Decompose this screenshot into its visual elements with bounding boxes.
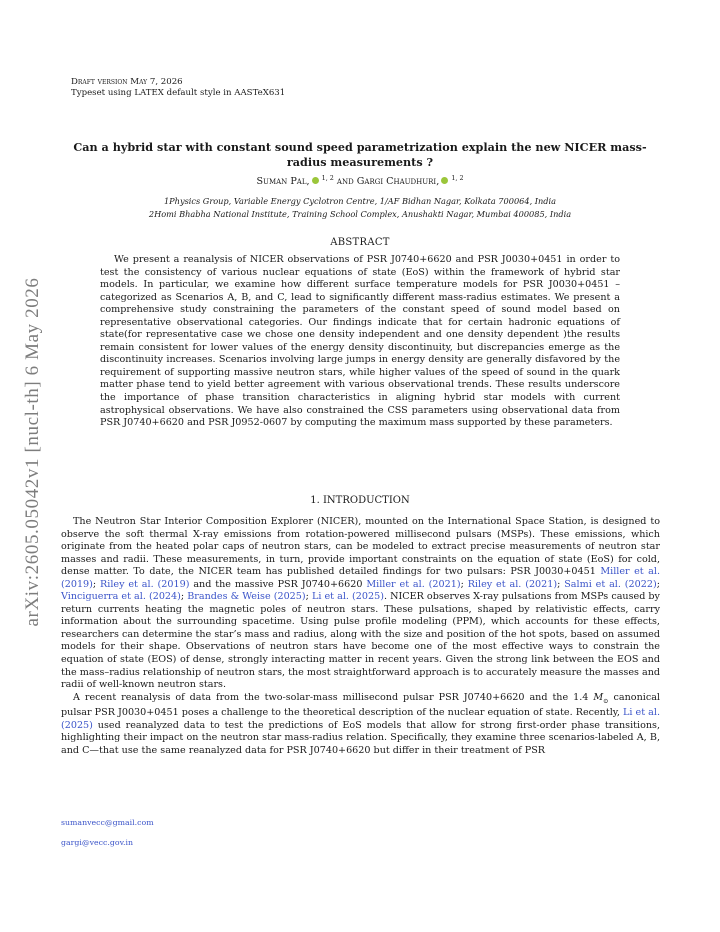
text-run: ; <box>92 578 101 590</box>
text-run: . NICER observes X-ray pulsations from MSPs caused by return currents heating the magnetic poles of neutron stars. These pulsations, shaped by relativistic effects, carry information about the surrounding spacetime. Using pulse profile modeling (PPM), which accounts for these effects, researchers can determine the star’s mass and radius, along with the size and position of the hot spots, based on assumed models for their shape. Observations of neutron stars have become one of the most effective ways to constrain the equation of state (EOS) of dense, strongly interacting matter in recent years. Given the strong link between the EOS and the mass–radius relationship of neutron stars, the most straightforward approach is to accurately measure the masses and radii of well-known neutron stars. <box>61 591 661 691</box>
citation-link[interactable]: Li et al. (2025) <box>61 707 660 731</box>
author-chaudhuri-affiliations: 1, 2 <box>451 174 464 182</box>
author-line <box>64 174 656 187</box>
author-chaudhuri[interactable]: Gargi Chaudhuri, <box>356 176 440 188</box>
affiliation-2: 2Homi Bhabha National Institute, Training School Complex, Anushakti Nagar, Mumbai 400085, India <box>148 209 572 219</box>
paper-title: Can a hybrid star with constant sound speed parametrization explain the new NICER mass-radius measurements ? <box>73 140 647 169</box>
citation-link[interactable]: Salmi et al. (2022) <box>564 578 657 590</box>
arxiv-id: arXiv:2605.05042v1 [nucl-th] 6 May 2026 <box>22 277 43 627</box>
text-run: ; <box>305 591 312 603</box>
orcid-icon[interactable] <box>441 177 448 184</box>
solar-subscript: ⊙ <box>603 696 609 705</box>
arxiv-sidebar-stamp <box>6 252 60 652</box>
paragraph-2 <box>61 692 660 758</box>
email-pal[interactable]: sumanvecc@gmail.com <box>61 818 154 827</box>
orcid-icon[interactable] <box>312 177 319 184</box>
citation-link[interactable]: Miller et al. (2019) <box>61 566 660 590</box>
text-run: ; <box>460 578 468 590</box>
text-run: A recent reanalysis of data from the two-solar-mass millisecond pulsar PSR J0740+6620 and the 1.4 <box>73 691 594 703</box>
draft-label: Draft version <box>71 77 128 87</box>
solar-mass-symbol: M <box>593 691 604 703</box>
text-run: and the massive PSR J0740+6620 <box>189 578 367 590</box>
draft-date: May 7, 2026 <box>130 77 183 87</box>
affiliation-1: 1Physics Group, Variable Energy Cyclotron Centre, 1/AF Bidhan Nagar, Kolkata 700064, India <box>163 196 557 206</box>
typeset-line: Typeset using LATEX default style in AASTeX631 <box>71 88 286 98</box>
text-run: used reanalyzed data to test the predictions of EoS models that allow for strong first-order phase transitions, highlighting their impact on the neutron star mass-radius relation. Specifically, they examine three scenarios-labeled A, B, and C—that use the same reanalyzed data for PSR J0740+6620 but differ in their treatment of PSR <box>61 719 660 756</box>
text-run: ; <box>557 578 565 590</box>
email-chaudhuri[interactable]: gargi@vecc.gov.in <box>61 838 134 847</box>
draft-header <box>71 77 285 99</box>
citation-link[interactable]: Riley et al. (2021) <box>467 578 558 590</box>
abstract-text: We present a reanalysis of NICER observations of PSR J0740+6620 and PSR J0030+0451 in order to test the consistency of various nuclear equations of state (EoS) within the framework of hybrid star models. In particular, we examine how different surface temperature models for PSR J0030+0451 – categorized as Scenarios A, B, and C, lead to significantly different mass-radius estimates. We present a comprehensive study constraining the parameters of the constant speed of sound model based on representative observational categories. Our findings indicate that for certain hadronic equations of state(for representative case we chose one density independent and one density dependent )the results remain consistent for lower values of the energy density discontinuity, but discrepancies emerge as the discontinuity increases. Scenarios involving large jumps in energy density are generally disfavored by the requirement of supporting massive neutron stars, while higher values of the speed of sound in the quark matter phase tend to yield better agreement with various observational trends. These results underscore the importance of phase transition characteristics in aligning hybrid star models with current astrophysical observations. We have also constrained the CSS parameters using observational data from PSR J0740+6620 and PSR J0952-0607 by computing the maximum mass supported by these parameters. <box>100 254 620 429</box>
section-heading-introduction: 1. INTRODUCTION <box>310 495 410 506</box>
text-run: ; <box>180 591 188 603</box>
abstract-heading: ABSTRACT <box>330 237 390 248</box>
citation-link[interactable]: Riley et al. (2019) <box>100 578 190 590</box>
author-pal-affiliations: 1, 2 <box>321 174 334 182</box>
paragraph-1 <box>61 516 660 692</box>
text-run: The Neutron Star Interior Composition Explorer (NICER), mounted on the International Space Station, is designed to observe the soft thermal X-ray emissions from rotation-powered millisecond pulsars (MSPs). These emissions, which originate from the heated polar caps of neutron stars, can be modeled to extract precise measurements of neutron star masses and radii. These measurements, in turn, provide important constraints on the equation of state (EoS) for cold, dense matter. To date, the NICER team has published detailed findings for two pulsars: PSR J0030+0451 <box>61 516 660 578</box>
citation-link[interactable]: Vinciguerra et al. (2024) <box>61 591 181 603</box>
author-pal[interactable]: Suman Pal, <box>256 176 310 188</box>
introduction-body <box>61 516 660 757</box>
author-and: and <box>336 176 354 188</box>
text-run: canonical pulsar PSR J0030+0451 poses a challenge to the theoretical description of the nuclear equation of state. Recently, <box>61 691 660 719</box>
citation-link[interactable]: Li et al. (2025) <box>311 591 384 603</box>
text-run: ; <box>656 578 660 590</box>
citation-link[interactable]: Brandes & Weise (2025) <box>187 591 306 603</box>
citation-link[interactable]: Miller et al. (2021) <box>366 578 461 590</box>
